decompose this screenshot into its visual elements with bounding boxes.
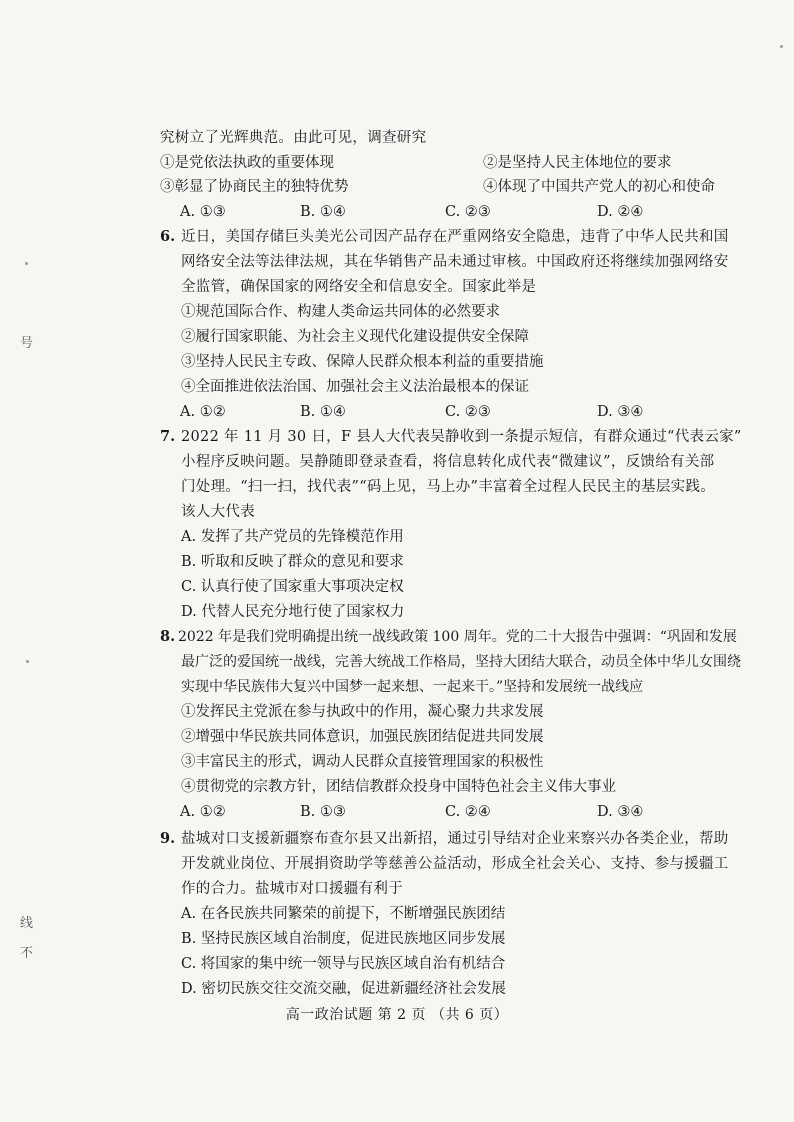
q8-item-2: ②增强中华民族共同体意识，加强民族团结促进共同发展 — [181, 729, 544, 745]
scan-speck — [25, 262, 28, 265]
q5-item-4: ④体现了中国共产党人的初心和使命 — [483, 179, 715, 195]
q9-option-c[interactable]: C. 将国家的集中统一领导与民族区域自治有机结合 — [181, 956, 506, 972]
q8-option-d[interactable]: D. ③④ — [597, 804, 644, 820]
q8-option-c[interactable]: C. ②④ — [445, 804, 491, 820]
q7-option-d[interactable]: D. 代替人民充分地行使了国家权力 — [181, 604, 405, 620]
q6-stem-line: 网络安全法等法律法规，其在华销售产品未通过审核。中国政府还将继续加强网络安 — [181, 254, 729, 270]
q5-item-2: ②是坚持人民主体地位的要求 — [483, 155, 672, 171]
q5-option-a[interactable]: A. ①③ — [180, 204, 226, 220]
q6-item-3: ③坚持人民民主专政、保障人民群众根本利益的重要措施 — [181, 354, 544, 370]
q5-option-d[interactable]: D. ②④ — [597, 204, 644, 220]
q6-stem-line: 全监管，确保国家的网络安全和信息安全。国家此举是 — [181, 279, 537, 295]
q8-item-1: ①发挥民主党派在参与执政中的作用，凝心聚力共求发展 — [181, 704, 544, 720]
q7-stem-line: 小程序反映问题。吴静随即登录查看，将信息转化成代表“微建议”，反馈给有关部 — [181, 454, 715, 470]
q9-stem-line: 开发就业岗位、开展捐资助学等慈善公益活动，形成全社会关心、支持、参与援疆工 — [181, 856, 729, 872]
q6-option-b[interactable]: B. ①④ — [300, 404, 346, 420]
margin-mark: 不 — [20, 946, 34, 961]
q8-number: 8. — [160, 628, 176, 645]
scan-speck — [780, 45, 783, 48]
scan-speck — [26, 660, 29, 663]
q7-option-a[interactable]: A. 发挥了共产党员的先锋模范作用 — [181, 529, 404, 545]
q5-stem-tail: 究树立了光辉典范。由此可见，调查研究 — [160, 130, 427, 146]
q7-stem-line: 该人大代表 — [181, 504, 255, 520]
q7-stem-line: 门处理。“扫一扫，找代表”“码上见，马上办”丰富着全过程人民民主的基层实践。 — [181, 479, 716, 495]
q7-number: 7. — [160, 428, 176, 445]
q8-option-a[interactable]: A. ①② — [180, 804, 226, 820]
q7-stem-line: 2022 年 11 月 30 日，F 县人大代表吴静收到一条提示短信，有群众通过“代表云家” — [181, 429, 742, 445]
q6-item-1: ①规范国际合作、构建人类命运共同体的必然要求 — [181, 304, 500, 320]
q8-item-3: ③丰富民主的形式，调动人民群众直接管理国家的积极性 — [181, 754, 544, 770]
q5-item-3: ③彰显了协商民主的独特优势 — [160, 179, 349, 195]
q6-item-4: ④全面推进依法治国、加强社会主义法治最根本的保证 — [181, 379, 529, 395]
page-footer: 高一政治试题 第 2 页 （共 6 页） — [285, 1007, 509, 1023]
q9-number: 9. — [160, 830, 176, 847]
q9-option-d[interactable]: D. 密切民族交往交流交融，促进新疆经济社会发展 — [181, 981, 506, 997]
q9-option-a[interactable]: A. 在各民族共同繁荣的前提下，不断增强民族团结 — [181, 906, 506, 922]
margin-mark: 线 — [20, 916, 34, 931]
q7-option-b[interactable]: B. 听取和反映了群众的意见和要求 — [181, 554, 404, 570]
q9-stem-line: 作的合力。盐城市对口援疆有利于 — [181, 881, 403, 897]
q7-option-c[interactable]: C. 认真行使了国家重大事项决定权 — [181, 579, 404, 595]
q6-item-2: ②履行国家职能、为社会主义现代化建设提供安全保障 — [181, 329, 529, 345]
q6-option-a[interactable]: A. ①② — [180, 404, 226, 420]
q6-option-c[interactable]: C. ②③ — [445, 404, 491, 420]
q5-option-c[interactable]: C. ②③ — [445, 204, 491, 220]
q6-number: 6. — [160, 228, 176, 245]
q5-item-1: ①是党依法执政的重要体现 — [160, 155, 334, 171]
q6-option-d[interactable]: D. ③④ — [597, 404, 644, 420]
q6-stem-line: 近日，美国存储巨头美光公司因产品存在严重网络安全隐患，违背了中华人民共和国 — [181, 229, 729, 245]
q8-stem-line: 2022 年是我们党明确提出统一战线政策 100 周年。党的二十大报告中强调：“巩固和发展 — [178, 629, 737, 645]
q8-stem-line: 实现中华民族伟大复兴中国梦一起来想、一起来干。”坚持和发展统一战线应 — [181, 679, 644, 695]
q9-option-b[interactable]: B. 坚持民族区域自治制度，促进民族地区同步发展 — [181, 931, 506, 947]
margin-mark: 号 — [20, 336, 34, 351]
q8-stem-line: 最广泛的爱国统一战线，完善大统战工作格局，坚持大团结大联合，动员全体中华儿女围绕 — [181, 654, 741, 670]
q8-item-4: ④贯彻党的宗教方针，团结信教群众投身中国特色社会主义伟大事业 — [181, 779, 616, 795]
q5-option-b[interactable]: B. ①④ — [300, 204, 346, 220]
q8-option-b[interactable]: B. ①③ — [300, 804, 346, 820]
q9-stem-line: 盐城对口支援新疆察布查尔县又出新招，通过引导结对企业来察兴办各类企业，帮助 — [181, 831, 729, 847]
